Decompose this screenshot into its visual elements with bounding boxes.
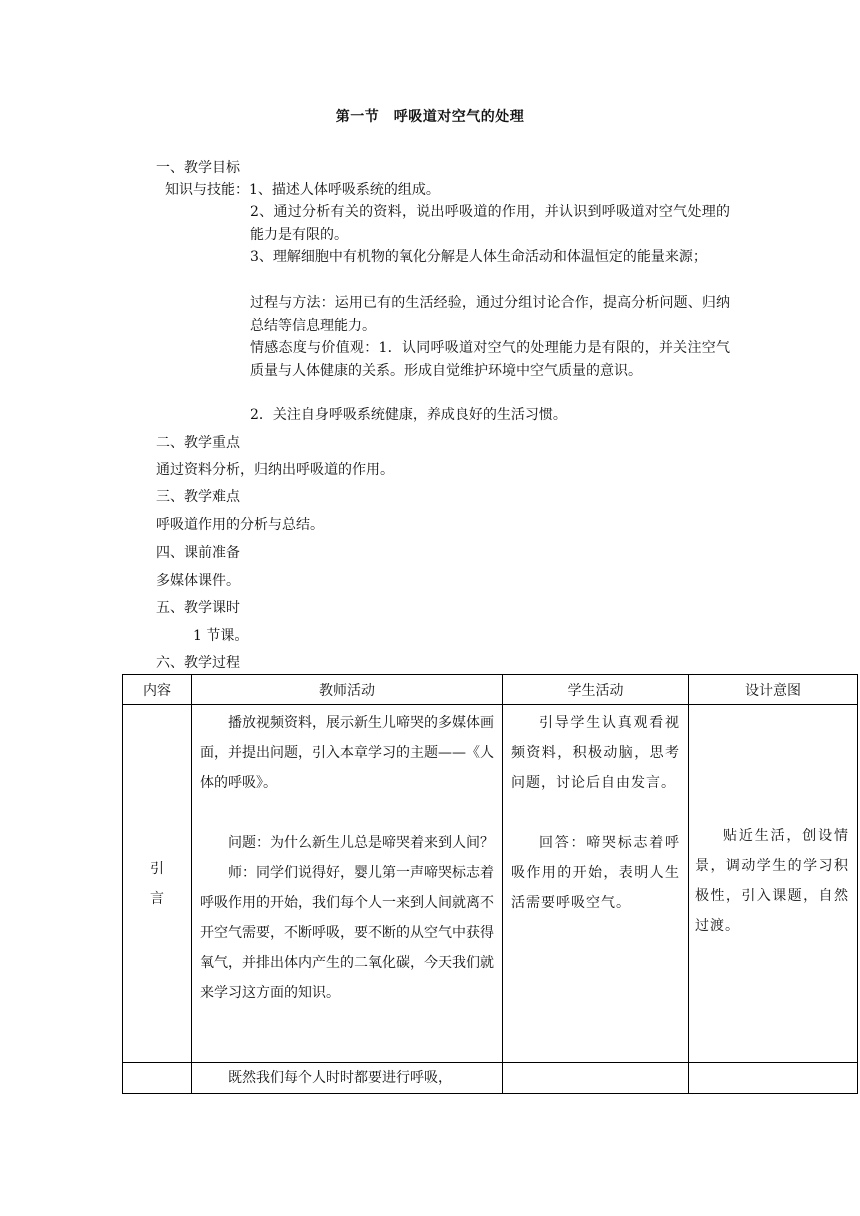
table-row — [123, 705, 858, 1063]
student-paragraph-2: 回答：啼哭标志着呼吸作用的开始，表明人生活需要呼吸空气。 — [511, 835, 680, 911]
teaching-process-table — [122, 674, 858, 1094]
teacher-paragraph-1: 播放视频资料，展示新生儿啼哭的多媒体画面，并提出问题，引入本章学习的主题——《人体的呼吸》。 — [200, 715, 494, 791]
section-heading-objectives: 一、教学目标 — [156, 160, 240, 176]
preparation-text: 多媒体课件。 — [156, 573, 240, 589]
student-activity-cell — [503, 705, 689, 1063]
emotion-objective: 情感态度与价值观：1．认同呼吸道对空气的处理能力是有限的，并关注空气质量与人体健康的关系。形成自觉维护环境中空气质量的意识。 — [250, 340, 730, 379]
section-heading-preparation: 四、课前准备 — [156, 545, 240, 561]
content-cell — [123, 1063, 192, 1094]
objective-point-2: 2、通过分析有关的资料，说出呼吸道的作用，并认识到呼吸道对空气处理的能力是有限的。 — [250, 204, 730, 243]
table-header-row — [123, 675, 858, 705]
header-teacher-activity: 教师活动 — [192, 675, 503, 705]
table-row — [123, 1063, 858, 1094]
key-points-text: 通过资料分析，归纳出呼吸道的作用。 — [156, 462, 394, 478]
teacher-activity-cell — [192, 1063, 503, 1094]
student-paragraph-1: 引导学生认真观看视频资料，积极动脑，思考问题，讨论后自由发言。 — [511, 715, 680, 791]
section-heading-difficulties: 三、教学难点 — [156, 489, 240, 505]
difficulties-text: 呼吸道作用的分析与总结。 — [156, 517, 324, 533]
section-heading-key-points: 二、教学重点 — [156, 435, 240, 451]
header-student-activity: 学生活动 — [503, 675, 689, 705]
content-cell — [123, 705, 192, 1063]
page-title: 第一节 呼吸道对空气的处理 — [335, 109, 525, 125]
header-content: 内容 — [123, 675, 192, 705]
knowledge-skill-line: 知识与技能：1、描述人体呼吸系统的组成。 — [165, 182, 440, 198]
content-char-2: 言 — [150, 890, 164, 907]
teacher-paragraph-3: 师：同学们说得好，婴儿第一声啼哭标志着呼吸作用的开始，我们每个人一来到人间就离不开空气需要，不断呼吸，要不断的从空气中获得氧气，并排出体内产生的二氧化碳，今天我们就来学习这方面的知识。 — [200, 865, 494, 1001]
student-activity-cell — [503, 1063, 689, 1094]
process-method-objective: 过程与方法：运用已有的生活经验，通过分组讨论合作，提高分析问题、归纳总结等信息理能力。 — [250, 295, 730, 334]
objective-point-3: 3、理解细胞中有机物的氧化分解是人体生命活动和体温恒定的能量来源； — [250, 249, 707, 265]
teacher-activity-cell — [192, 705, 503, 1063]
teacher-paragraph-2: 问题：为什么新生儿总是啼哭着来到人间？ — [228, 835, 494, 851]
header-design-intent: 设计意图 — [689, 675, 858, 705]
content-char-1: 引 — [150, 860, 164, 877]
design-paragraph: 贴近生活，创设情景，调动学生的学习积极性，引入课题，自然过渡。 — [695, 828, 849, 934]
design-intent-cell — [689, 1063, 858, 1094]
section-heading-process: 六、教学过程 — [156, 655, 240, 671]
teacher-paragraph-1: 既然我们每个人时时都要进行呼吸， — [228, 1070, 452, 1086]
section-heading-hours: 五、教学课时 — [156, 600, 240, 616]
hours-text: 1 节课。 — [193, 628, 249, 644]
design-intent-cell — [689, 705, 858, 1063]
emotion-objective-2: 2．关注自身呼吸系统健康，养成良好的生活习惯。 — [250, 407, 567, 423]
